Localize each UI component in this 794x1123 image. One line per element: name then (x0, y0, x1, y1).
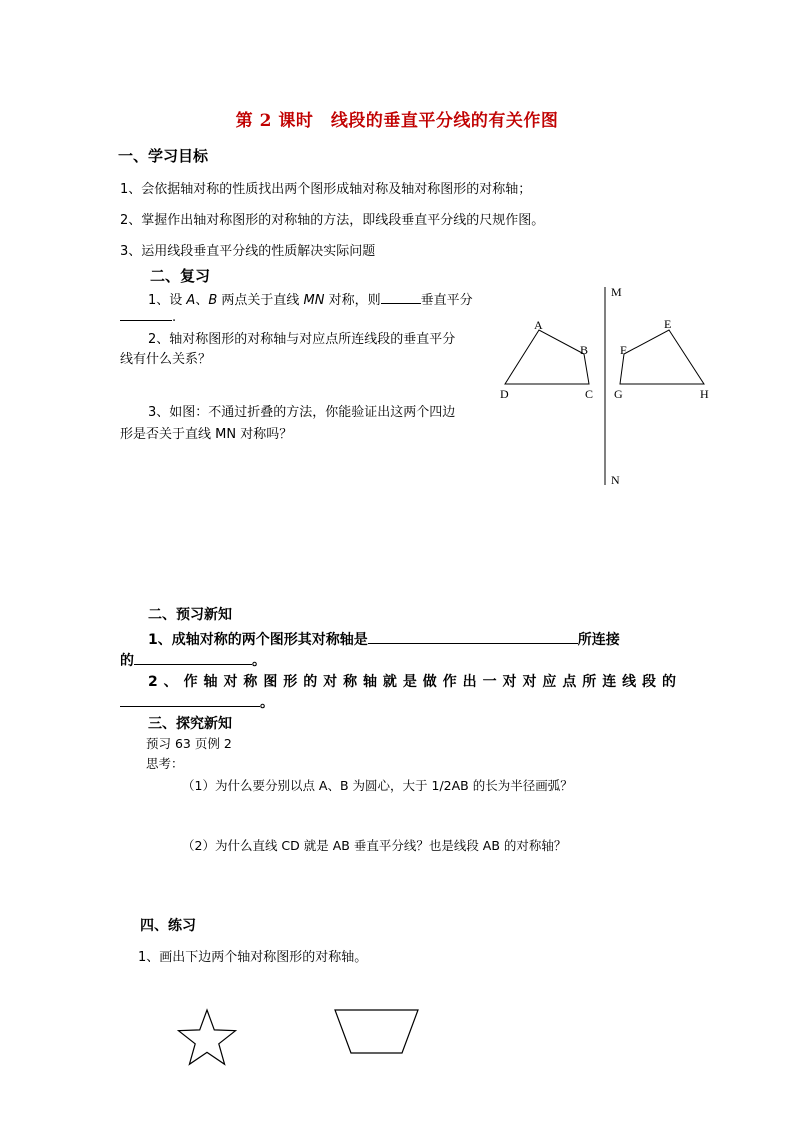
preview-question-2: 2、作轴对称图形的对称轴就是做作出一对对应点所连线段的 (148, 674, 676, 690)
preview-q1-text-b: 所连接 (577, 632, 620, 648)
review-q1-text-a: 1、设 (148, 293, 187, 308)
section-learning-goals-heading: 一、学习目标 (118, 147, 209, 165)
review-question-1 (148, 289, 473, 308)
label-f: F (620, 343, 627, 357)
review-q1-separator: 、 (195, 293, 209, 308)
preview-q2-blank[interactable] (120, 693, 260, 707)
label-h: H (700, 387, 709, 401)
label-d: D (500, 387, 509, 401)
label-n: N (611, 473, 620, 487)
label-b: B (580, 343, 589, 357)
star-outline (179, 1010, 236, 1064)
label-e: E (664, 317, 672, 331)
trapezoid-outline (335, 1010, 418, 1053)
review-q1-line-mn: MN (303, 293, 325, 308)
symmetry-figure (490, 280, 720, 490)
star-shape (170, 1004, 244, 1070)
practice-question-1: 1、画出下边两个轴对称图形的对称轴。 (138, 950, 368, 965)
label-m: M (611, 285, 622, 299)
goal-item-1: 1、会依据轴对称的性质找出两个图形成轴对称及轴对称图形的对称轴； (120, 182, 532, 197)
section-review-heading: 二、复习 (150, 267, 211, 285)
page-title: 第 2 课时 线段的垂直平分线的有关作图 (235, 111, 559, 131)
label-c: C (585, 387, 594, 401)
review-q1-text-c: 对称，则 (324, 293, 381, 308)
review-question-1-cont (120, 308, 176, 325)
preview-question-2-cont (120, 692, 274, 712)
section-explore-heading: 三、探究新知 (148, 716, 232, 732)
section-preview-heading: 二、预习新知 (148, 607, 232, 623)
goal-item-2: 2、掌握作出轴对称图形的对称轴的方法，即线段垂直平分线的尺规作图。 (120, 213, 545, 228)
preview-question-1 (148, 629, 620, 649)
review-q1-point-b: B (208, 293, 218, 308)
quadrilateral-efgh (620, 330, 704, 384)
review-q1-blank-2[interactable] (120, 308, 172, 321)
preview-q1-text-c: 的 (120, 653, 134, 669)
review-q1-end: . (172, 310, 177, 325)
review-q1-text-b: 两点关于直线 (217, 293, 304, 308)
preview-q2-end: 。 (260, 695, 274, 711)
preview-q1-end: 。 (252, 653, 266, 669)
section-practice-heading: 四、练习 (140, 918, 196, 934)
label-g: G (614, 387, 623, 401)
quadrilateral-abcd (505, 330, 589, 384)
review-question-3-line1: 3、如图：不通过折叠的方法，你能验证出这两个四边 (148, 405, 456, 420)
review-q1-point-a: A (186, 293, 196, 308)
trapezoid-shape (330, 1004, 424, 1060)
preview-q1-blank-1[interactable] (368, 630, 578, 644)
explore-question-1: （1）为什么要分别以点 A、B 为圆心，大于 1/2AB 的长为半径画弧？ (182, 778, 573, 793)
goal-item-3: 3、运用线段垂直平分线的性质解决实际问题 (120, 244, 376, 259)
preview-q1-text-a: 1、成轴对称的两个图形其对称轴是 (148, 632, 368, 648)
label-a: A (534, 318, 543, 332)
review-question-3-line2: 形是否关于直线 MN 对称吗？ (120, 427, 293, 442)
explore-question-2: （2）为什么直线 CD 就是 AB 垂直平分线？也是线段 AB 的对称轴？ (182, 838, 567, 853)
preview-question-1-cont (120, 650, 266, 670)
review-q1-text-d: 垂直平分 (420, 293, 473, 308)
review-question-2-line1: 2、轴对称图形的对称轴与对应点所连线段的垂直平分 (148, 332, 456, 347)
preview-q1-blank-2[interactable] (134, 651, 252, 665)
explore-line-2: 思考： (146, 756, 184, 771)
explore-line-1: 预习 63 页例 2 (146, 736, 232, 751)
review-q1-blank-1[interactable] (381, 291, 421, 304)
review-question-2-line2: 线有什么关系？ (120, 352, 212, 367)
